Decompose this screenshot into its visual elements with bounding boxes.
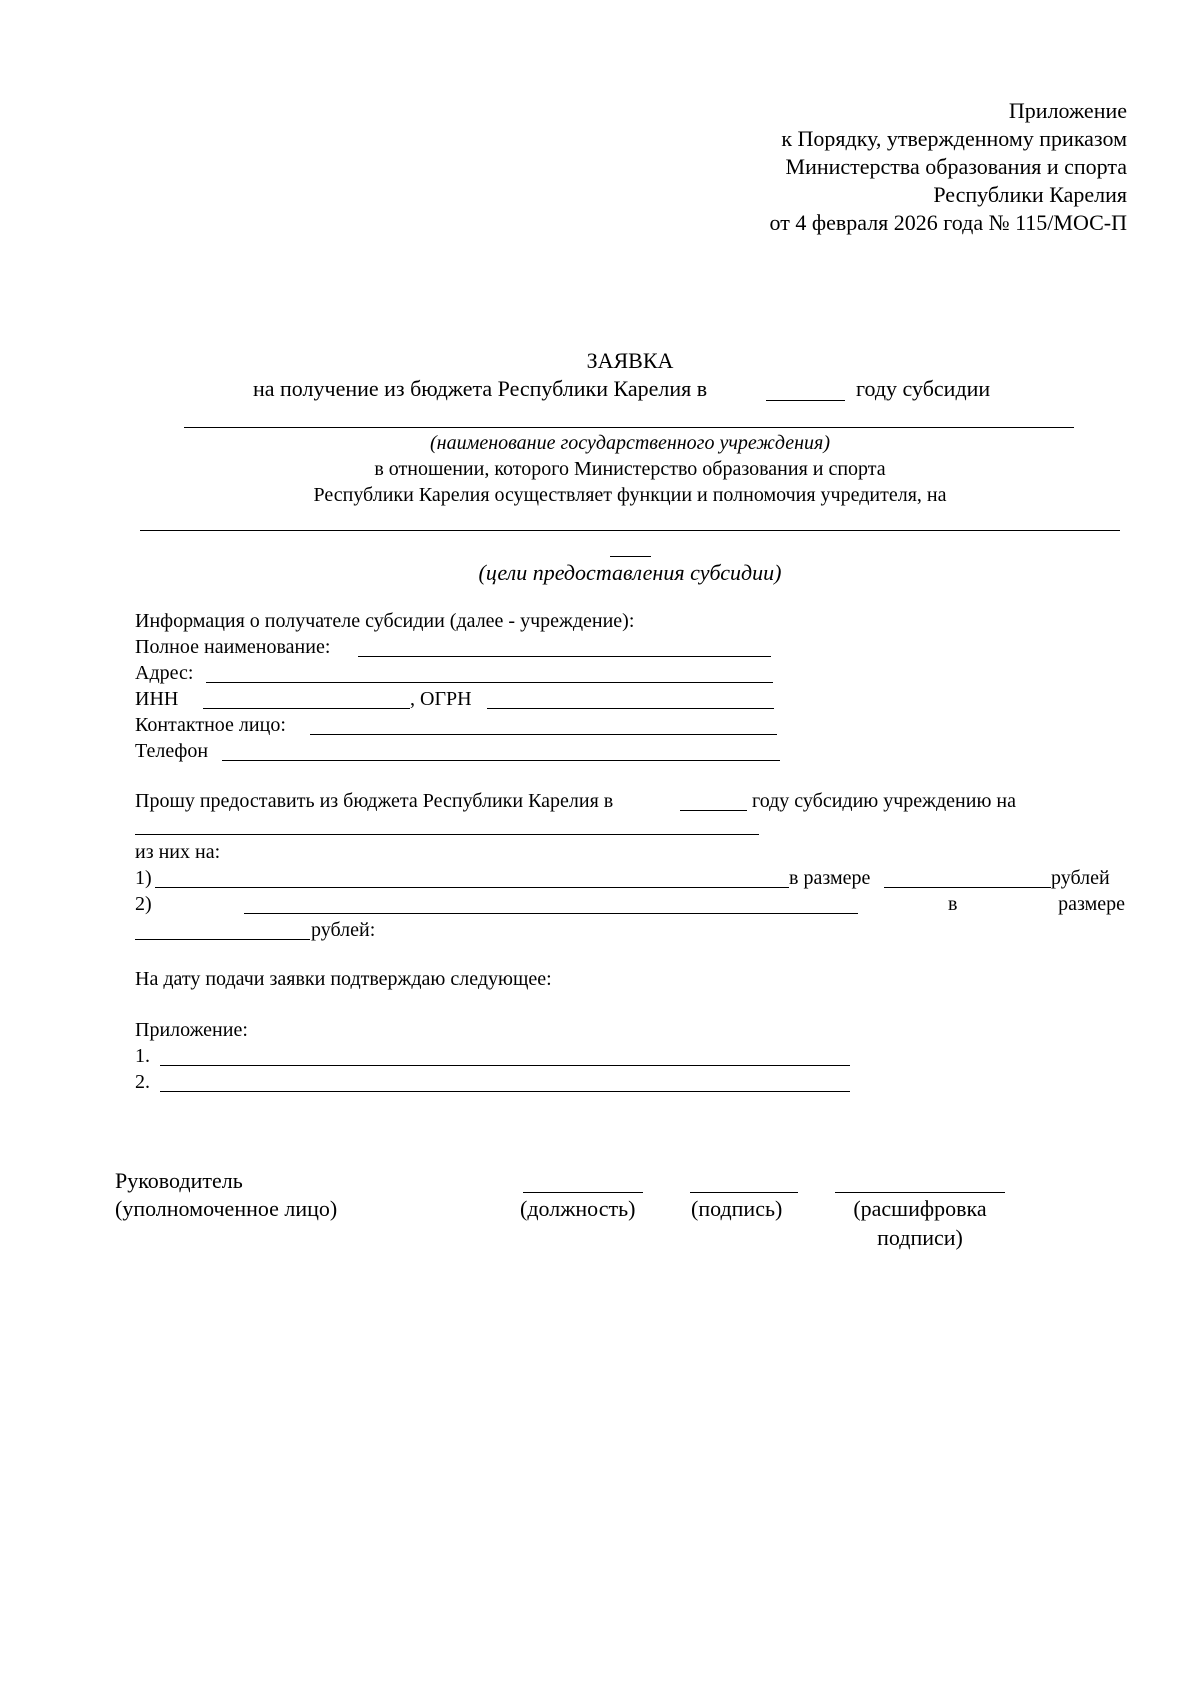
subtitle-after: году субсидии xyxy=(856,376,991,401)
inn-field[interactable] xyxy=(203,708,410,709)
address-field[interactable] xyxy=(206,682,773,683)
signature-field[interactable] xyxy=(690,1192,798,1193)
subtitle-before: на получение из бюджета Республики Карелия в xyxy=(253,376,708,401)
appendix-line-5: от 4 февраля 2026 года № 115/МОС-П xyxy=(769,210,1127,235)
purpose-line xyxy=(140,530,1120,531)
contact-label: Контактное лицо: xyxy=(135,714,286,736)
institution-caption: (наименование государственного учреждения) xyxy=(429,432,830,454)
request-purpose-field[interactable] xyxy=(135,834,759,835)
year-blank-line xyxy=(766,400,845,401)
item-2-in-word: в xyxy=(948,893,958,915)
item-2-purpose-field[interactable] xyxy=(244,913,858,914)
item-1-amount-field[interactable] xyxy=(884,887,1051,888)
appendix-line-4: Республики Карелия xyxy=(933,182,1127,207)
purpose-line-tail xyxy=(610,556,651,557)
attachment-item-1-field[interactable] xyxy=(160,1065,850,1066)
request-text-before: Прошу предоставить из бюджета Республики Карелия в xyxy=(135,790,614,812)
ogrn-label: , ОГРН xyxy=(410,688,472,710)
of-them-label: из них на: xyxy=(135,841,221,863)
attachment-item-2-field[interactable] xyxy=(160,1091,850,1092)
document-title: ЗАЯВКА xyxy=(586,348,674,373)
item-1-rubles: рублей xyxy=(1051,867,1110,889)
item-1-purpose-field[interactable] xyxy=(155,887,789,888)
item-2-amount-word: размере xyxy=(1058,893,1125,915)
signature-head-label: Руководитель xyxy=(115,1168,243,1193)
purpose-caption: (цели предоставления субсидии) xyxy=(478,560,782,585)
item-2-number: 2) xyxy=(135,893,152,915)
item-1-amount-label: в размере xyxy=(789,867,871,889)
request-year-field[interactable] xyxy=(680,810,747,811)
inn-label: ИНН xyxy=(135,688,179,710)
signature-authorized-label: (уполномоченное лицо) xyxy=(115,1196,338,1221)
phone-field[interactable] xyxy=(222,760,780,761)
address-label: Адрес: xyxy=(135,662,194,684)
item-2-amount-field[interactable] xyxy=(135,939,310,940)
ogrn-field[interactable] xyxy=(487,708,774,709)
relation-line-2: Республики Карелия осуществляет функции и полномочия учредителя, на xyxy=(313,484,947,506)
contact-field[interactable] xyxy=(310,734,777,735)
attachment-item-1-number: 1. xyxy=(135,1045,150,1067)
attachment-heading: Приложение: xyxy=(135,1019,248,1041)
relation-line-1: в отношении, которого Министерство образования и спорта xyxy=(374,458,886,480)
appendix-line-1: Приложение xyxy=(1008,98,1127,123)
recipient-heading: Информация о получателе субсидии (далее - учреждение): xyxy=(135,610,635,632)
signature-caption: (подпись) xyxy=(691,1196,783,1221)
signature-decode-field[interactable] xyxy=(835,1192,1005,1193)
confirm-text: На дату подачи заявки подтверждаю следующее: xyxy=(135,968,552,990)
item-2-rubles: рублей: xyxy=(311,919,376,941)
attachment-item-2-number: 2. xyxy=(135,1071,150,1093)
signature-decode-caption-1: (расшифровка xyxy=(853,1196,987,1221)
phone-label: Телефон xyxy=(135,740,209,762)
position-caption: (должность) xyxy=(520,1196,636,1221)
request-text-after: году субсидию учреждению на xyxy=(752,790,1016,812)
appendix-line-2: к Порядку, утвержденному приказом xyxy=(781,126,1127,151)
position-field[interactable] xyxy=(523,1192,643,1193)
appendix-line-3: Министерства образования и спорта xyxy=(785,154,1127,179)
institution-name-line xyxy=(184,427,1074,428)
item-1-number: 1) xyxy=(135,867,152,889)
full-name-label: Полное наименование: xyxy=(135,636,331,658)
signature-decode-caption-2: подписи) xyxy=(877,1225,963,1250)
full-name-field[interactable] xyxy=(358,656,771,657)
